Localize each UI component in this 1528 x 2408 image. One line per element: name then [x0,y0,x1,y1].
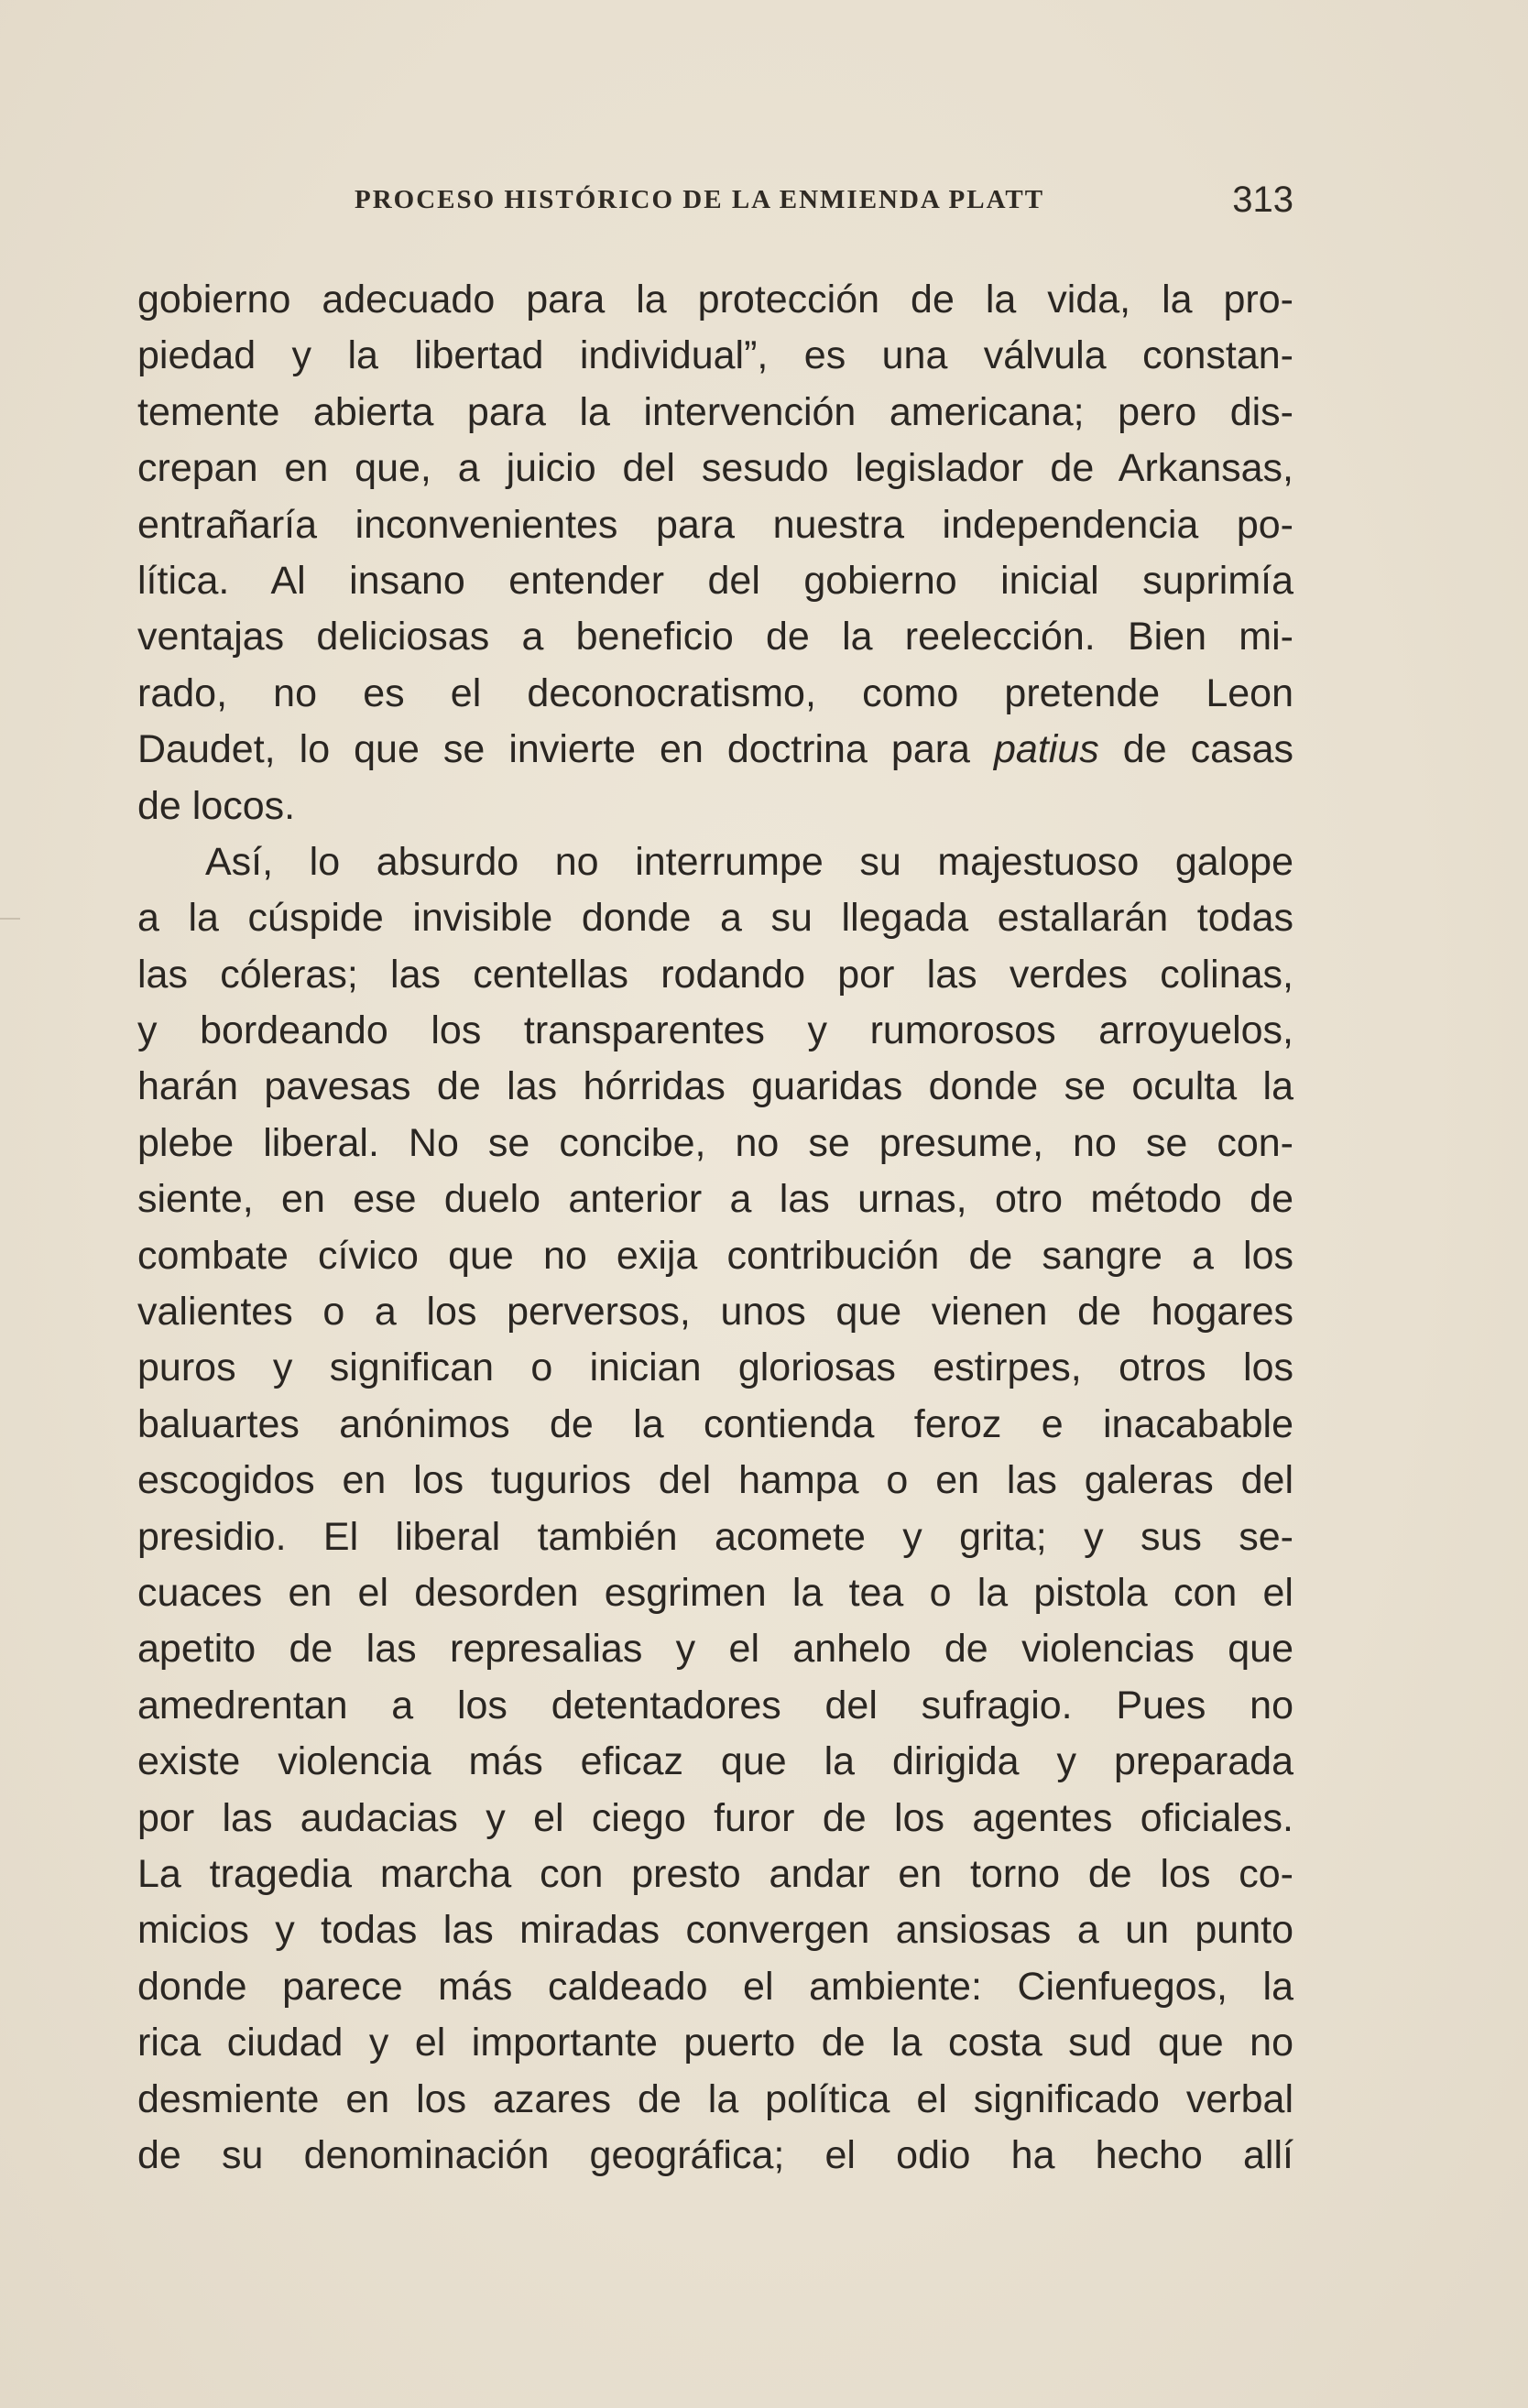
text-line: valientes o a los perversos, unos que vienen de hogares [137,1290,1293,1335]
text-line: gobierno adecuado para la protección de la vida, la pro- [137,278,1293,321]
text-line: apetito de las represalias y el anhelo de violencias que [137,1627,1293,1672]
text-segment: Daudet, lo que se invierte en doctrina para [137,727,995,772]
text-line: las cóleras; las centellas rodando por las verdes colinas, [137,952,1293,997]
text-line: piedad y la libertad individual”, es una válvula constan- [137,333,1293,378]
text-line: amedrentan a los detentadores del sufragio. Pues no [137,1683,1293,1727]
paragraph-1 [137,272,1293,834]
body-text [137,272,1293,2184]
text-line: entrañaría inconvenientes para nuestra independencia po- [137,502,1293,547]
text-segment: de casas [1098,727,1293,772]
text-line: existe violencia más eficaz que la dirigida y preparada [137,1739,1293,1784]
page-number: 313 [1232,180,1293,220]
text-line: crepan en que, a juicio del sesudo legislador de Arkansas, [137,446,1293,491]
text-line: rado, no es el deconocratismo, como pretende Leon [137,670,1293,715]
text-line: baluartes anónimos de la contienda feroz e inacabable [137,1401,1293,1446]
text-line: escogidos en los tugurios del hampa o en las galeras del [137,1458,1293,1503]
text-line: temente abierta para la intervención americana; pero dis- [137,389,1293,434]
text-line: desmiente en los azares de la política el significado verbal [137,2076,1293,2121]
text-line: micios y todas las miradas convergen ansiosas a un punto [137,1908,1293,1953]
running-head: PROCESO HISTÓRICO DE LA ENMIENDA PLATT [355,185,1045,214]
text-line: Así, lo absurdo no interrumpe su majestuoso galope [205,839,1293,884]
paragraph-2 [137,834,1293,2184]
text-line: combate cívico que no exija contribución de sangre a los [137,1233,1293,1278]
text-line: cuaces en el desorden esgrimen la tea o la pistola con el [137,1570,1293,1615]
text-line: plebe liberal. No se concibe, no se presume, no se con- [137,1120,1293,1165]
text-line: de su denominación geográfica; el odio ha hecho allí [137,2132,1293,2177]
text-line: rica ciudad y el importante puerto de la costa sud que no [137,2021,1293,2065]
margin-mark [0,918,20,920]
text-line: a la cúspide invisible donde a su llegada estallarán todas [137,896,1293,941]
text-line: ventajas deliciosas a beneficio de la reelección. Bien mi- [137,615,1293,659]
text-line: de locos. [137,783,296,828]
text-line: puros y significan o inician gloriosas estirpes, otros los [137,1346,1293,1390]
italic-word: patius [994,727,1099,772]
text-line: siente, en ese duelo anterior a las urnas, otro método de [137,1177,1293,1222]
text-line: presidio. El liberal también acomete y grita; y sus se- [137,1514,1293,1559]
text-line: y bordeando los transparentes y rumorosos arroyuelos, [137,1008,1293,1053]
text-line: harán pavesas de las hórridas guaridas donde se oculta la [137,1064,1293,1109]
text-line: donde parece más caldeado el ambiente: Cienfuegos, la [137,1964,1293,2009]
text-line-with-italic [137,722,1293,778]
text-line: por las audacias y el ciego furor de los agentes oficiales. [137,1795,1293,1840]
text-line: La tragedia marcha con presto andar en torno de los co- [137,1851,1293,1896]
page-header [137,180,1293,227]
text-line: lítica. Al insano entender del gobierno inicial suprimía [137,558,1293,603]
